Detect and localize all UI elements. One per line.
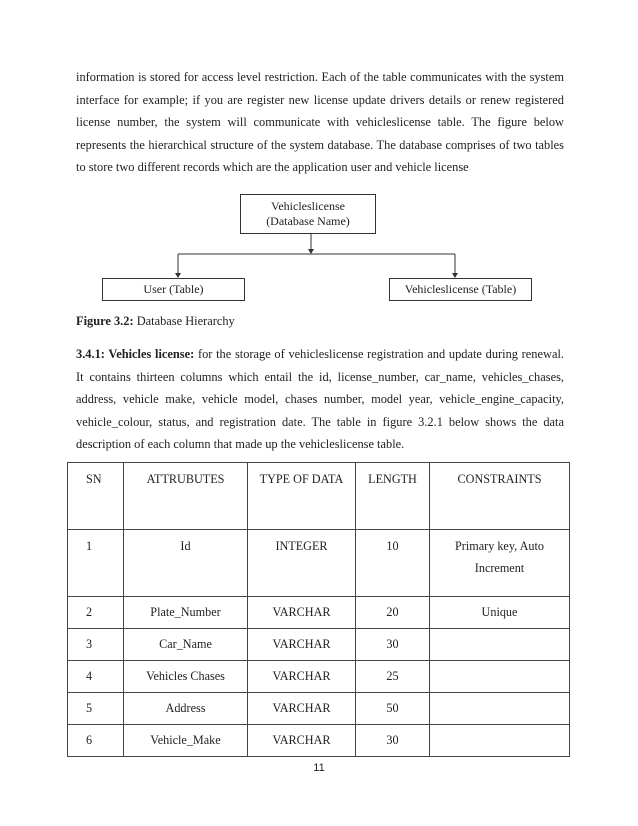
text-line: to store two different records which are the application user and vehicle license xyxy=(76,160,469,175)
text-line: interface for example; if you are register new license update drivers details or renew registered xyxy=(76,92,564,107)
cell-sn: 4 xyxy=(68,661,124,693)
figure-text: Database Hierarchy xyxy=(133,314,235,328)
cell-length: 20 xyxy=(356,597,430,629)
cell-sn: 2 xyxy=(68,597,124,629)
cell-type: INTEGER xyxy=(248,530,356,597)
table-row xyxy=(68,629,570,661)
database-root-node xyxy=(240,194,376,234)
section-paragraph xyxy=(76,343,564,456)
text-line: It contains thirteen columns which entail the id, license_number, car_name, vehicles_chases, xyxy=(76,369,564,384)
cell-constraints: Primary key, Auto Increment xyxy=(430,530,570,597)
cell-length: 50 xyxy=(356,693,430,725)
table-row xyxy=(68,661,570,693)
cell-type: VARCHAR xyxy=(248,693,356,725)
text-line: description of each column that made up the vehicleslicense table. xyxy=(76,437,405,452)
cell-sn: 6 xyxy=(68,725,124,757)
header-attributes: ATTRUBUTES xyxy=(124,463,248,530)
text-line: vehicle_colour, status, and registration date. The table in figure 3.2.1 below shows the data xyxy=(76,414,564,429)
cell-attribute: Car_Name xyxy=(124,629,248,661)
text-line: information is stored for access level restriction. Each of the table communicates with the system xyxy=(76,70,564,84)
figure-label: Figure 3.2: xyxy=(76,314,134,328)
cell-constraints xyxy=(430,725,570,757)
table-row xyxy=(68,530,570,597)
cell-attribute: Address xyxy=(124,693,248,725)
cell-sn: 1 xyxy=(68,530,124,597)
cell-length: 30 xyxy=(356,725,430,757)
cell-constraints xyxy=(430,693,570,725)
text-line: represents the hierarchical structure of the system database. The database comprises of two tables xyxy=(76,137,564,152)
root-subtitle: (Database Name) xyxy=(266,214,350,228)
attributes-table xyxy=(67,462,570,757)
cell-constraints xyxy=(430,629,570,661)
user-table-node: User (Table) xyxy=(102,278,245,301)
cell-type: VARCHAR xyxy=(248,661,356,693)
cell-length: 30 xyxy=(356,629,430,661)
section-heading: 3.4.1: Vehicles license: xyxy=(76,347,195,361)
cell-attribute: Vehicles Chases xyxy=(124,661,248,693)
figure-caption xyxy=(76,314,235,329)
text-line: license number, the system will communicate with vehicleslicense table. The figure below xyxy=(76,115,564,130)
header-constraints: CONSTRAINTS xyxy=(430,463,570,530)
cell-sn: 5 xyxy=(68,693,124,725)
table-row xyxy=(68,693,570,725)
cell-type: VARCHAR xyxy=(248,629,356,661)
cell-length: 10 xyxy=(356,530,430,597)
section-first-line: for the storage of vehicleslicense registration and update during renewal. xyxy=(194,347,564,361)
header-type: TYPE OF DATA xyxy=(248,463,356,530)
header-sn: SN xyxy=(68,463,124,530)
cell-type: VARCHAR xyxy=(248,725,356,757)
page-number: 11 xyxy=(313,762,325,774)
cell-constraints xyxy=(430,661,570,693)
cell-attribute: Vehicle_Make xyxy=(124,725,248,757)
header-length: LENGTH xyxy=(356,463,430,530)
vehicleslicense-table-node: Vehicleslicense (Table) xyxy=(389,278,532,301)
root-name: Vehicleslicense xyxy=(271,199,345,213)
text-line: address, vehicle make, vehicle model, chases number, model year, vehicle_engine_capacity, xyxy=(76,392,564,407)
cell-sn: 3 xyxy=(68,629,124,661)
table-row xyxy=(68,597,570,629)
cell-type: VARCHAR xyxy=(248,597,356,629)
cell-attribute: Plate_Number xyxy=(124,597,248,629)
cell-attribute: Id xyxy=(124,530,248,597)
table-header-row xyxy=(68,463,570,530)
table-row xyxy=(68,725,570,757)
text-line xyxy=(76,343,564,366)
cell-length: 25 xyxy=(356,661,430,693)
cell-constraints: Unique xyxy=(430,597,570,629)
